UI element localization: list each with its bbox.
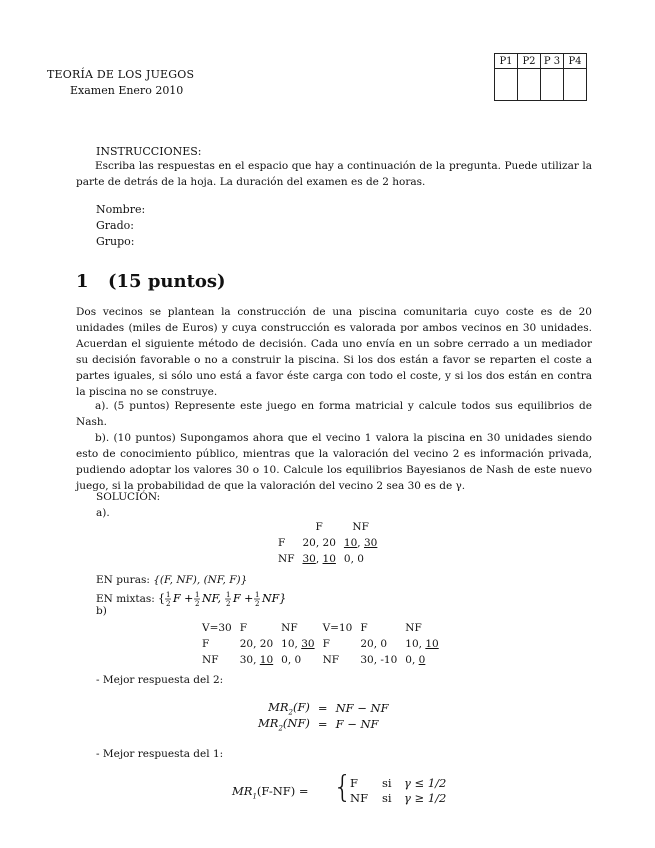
score-cell <box>541 69 564 101</box>
instructions-heading: INSTRUCCIONES: <box>96 145 202 158</box>
br1-lhs: $MR_1(F-NF)$ = <box>232 784 309 801</box>
name-field: Nombre: <box>96 203 146 216</box>
score-col-p2: P2 <box>518 54 541 69</box>
matrix-b-cell: 10, 30 <box>281 638 315 650</box>
matrix-b-row-label: F <box>322 638 330 650</box>
matrix-b-cell: 0, 0 <box>281 654 302 666</box>
matrix-b-cell: 20, 0 <box>360 638 388 650</box>
exam-title: TEORÍA DE LOS JUEGOS <box>47 68 195 81</box>
matrix-a-cell: 20, 20 <box>302 537 336 549</box>
pure-label: EN puras: <box>96 574 150 586</box>
payoff-matrix-b <box>198 620 443 668</box>
best-response-1-label: - Mejor respuesta del 1: <box>96 748 224 760</box>
mixed-equilibria <box>96 589 298 607</box>
br2-rhs: F − NF <box>335 717 379 732</box>
matrix-a-col-nf: NF <box>352 521 369 533</box>
matrix-a-row-label: F <box>278 537 286 549</box>
matrix-b-col: F <box>360 622 368 634</box>
score-col-p4: P4 <box>564 54 587 69</box>
pure-equilibria <box>96 574 247 586</box>
score-table <box>494 53 587 101</box>
matrix-b-col: NF <box>281 622 298 634</box>
exam-subtitle: Examen Enero 2010 <box>70 84 184 97</box>
svg-text:1: 1 <box>226 591 231 599</box>
grade-field: Grado: <box>96 219 134 232</box>
svg-text:F +: F + <box>173 592 194 605</box>
br2-eq: = <box>317 701 328 716</box>
matrix-b-v1: V=30 <box>202 622 232 634</box>
matrix-b-cell: 0, 0 <box>405 654 426 666</box>
pure-value: {(F, NF), (NF, F)} <box>153 574 248 586</box>
svg-text:1: 1 <box>195 591 200 599</box>
matrix-b-row-label: NF <box>322 654 340 666</box>
matrix-b-cell: 30, 10 <box>239 654 274 666</box>
svg-text:NF,: NF, <box>202 592 222 605</box>
best-response-2 <box>254 700 393 733</box>
br2-lhs: $MR_2(F)$ <box>268 700 310 717</box>
brace-icon: { <box>333 770 353 805</box>
svg-text:2: 2 <box>195 600 200 607</box>
svg-text:2: 2 <box>166 600 171 607</box>
score-cell <box>495 69 518 101</box>
best-response-2-label: - Mejor respuesta del 2: <box>96 674 224 686</box>
instructions-text: Escriba las respuestas en el espacio que hay a continuación de la pregunta. Puede utilizar la parte de detrás de la hoja. La duración del examen es de 2 horas. <box>76 160 592 188</box>
matrix-a-cell: 0, 0 <box>343 553 364 565</box>
section-title: (15 puntos) <box>108 271 226 292</box>
score-cell <box>518 69 541 101</box>
mixed-formula <box>158 589 298 607</box>
matrix-b-cell: 20, 20 <box>239 638 274 650</box>
br2-rhs: NF − NF <box>335 701 389 716</box>
matrix-b-row-label: NF <box>202 654 219 666</box>
matrix-b-row-label: F <box>202 638 210 650</box>
svg-text:2: 2 <box>226 600 231 607</box>
score-col-p1: P1 <box>495 54 518 69</box>
solution-b-label: b) <box>96 605 107 617</box>
svg-text:F +: F + <box>233 592 254 605</box>
br2-lhs: $MR_2(NF)$ <box>258 716 310 733</box>
matrix-a-cell: 10, 30 <box>343 537 378 549</box>
group-field: Grupo: <box>96 235 135 248</box>
mixed-label: EN mixtas: <box>96 593 155 605</box>
problem-part-b: b). (10 puntos) Supongamos ahora que el vecino 1 valora la piscina en 30 unidades siendo esto de conocimiento público, mientras que la valoración del vecino 2 es información privada, pudiendo adoptar los valores 30 o 10. Calcule los equilibrios Bayesianos de Nash de este nuevo juego, si la probabilidad de que la valoración del vecino 2 sea 30 es de γ. <box>76 432 592 492</box>
matrix-b-col: NF <box>405 622 422 634</box>
problem-part-a: a). (5 puntos) Represente este juego en forma matricial y calcule todos sus equilibrios de Nash. <box>76 400 592 428</box>
matrix-b-v2: V=10 <box>322 622 353 634</box>
solution-heading: SOLUCIÓN: <box>96 491 161 503</box>
br2-eq: = <box>317 717 328 732</box>
svg-text:{: { <box>158 592 166 605</box>
matrix-b-col: F <box>239 622 248 634</box>
matrix-a-row-label: NF <box>278 553 295 565</box>
svg-text:1: 1 <box>255 591 260 599</box>
score-cell <box>564 69 587 101</box>
svg-text:NF}: NF} <box>262 592 287 605</box>
score-col-p3: P 3 <box>541 54 564 69</box>
matrix-b-cell: 30, -10 <box>360 654 398 666</box>
br1-cases: F si γ ≤ 1/2 NF si γ ≥ 1/2 <box>350 776 447 805</box>
svg-text:2: 2 <box>255 600 260 607</box>
solution-a-label: a). <box>96 507 110 519</box>
problem-intro: Dos vecinos se plantean la construcción de una piscina comunitaria cuyo coste es de 20 unidades (miles de Euros) y cuya construcción es valorada por ambos vecinos en 30 unidades. Acuerdan el siguiente método de decisión. Cada uno envía en un sobre cerrado a un mediador su decisión favorable o no a construir la piscina. Si los dos están a favor se reparten el coste a partes iguales, si sólo uno está a favor éste carga con todo el coste, y si los dos están en contra la piscina no se construye. <box>76 306 592 398</box>
payoff-matrix-a <box>274 519 381 567</box>
matrix-b-cell: 10, 10 <box>405 638 439 650</box>
matrix-a-cell: 30, 10 <box>302 553 336 565</box>
svg-text:1: 1 <box>166 591 171 599</box>
matrix-a-col-f: F <box>315 521 323 533</box>
section-heading <box>76 271 226 292</box>
section-number: 1 <box>76 271 89 292</box>
